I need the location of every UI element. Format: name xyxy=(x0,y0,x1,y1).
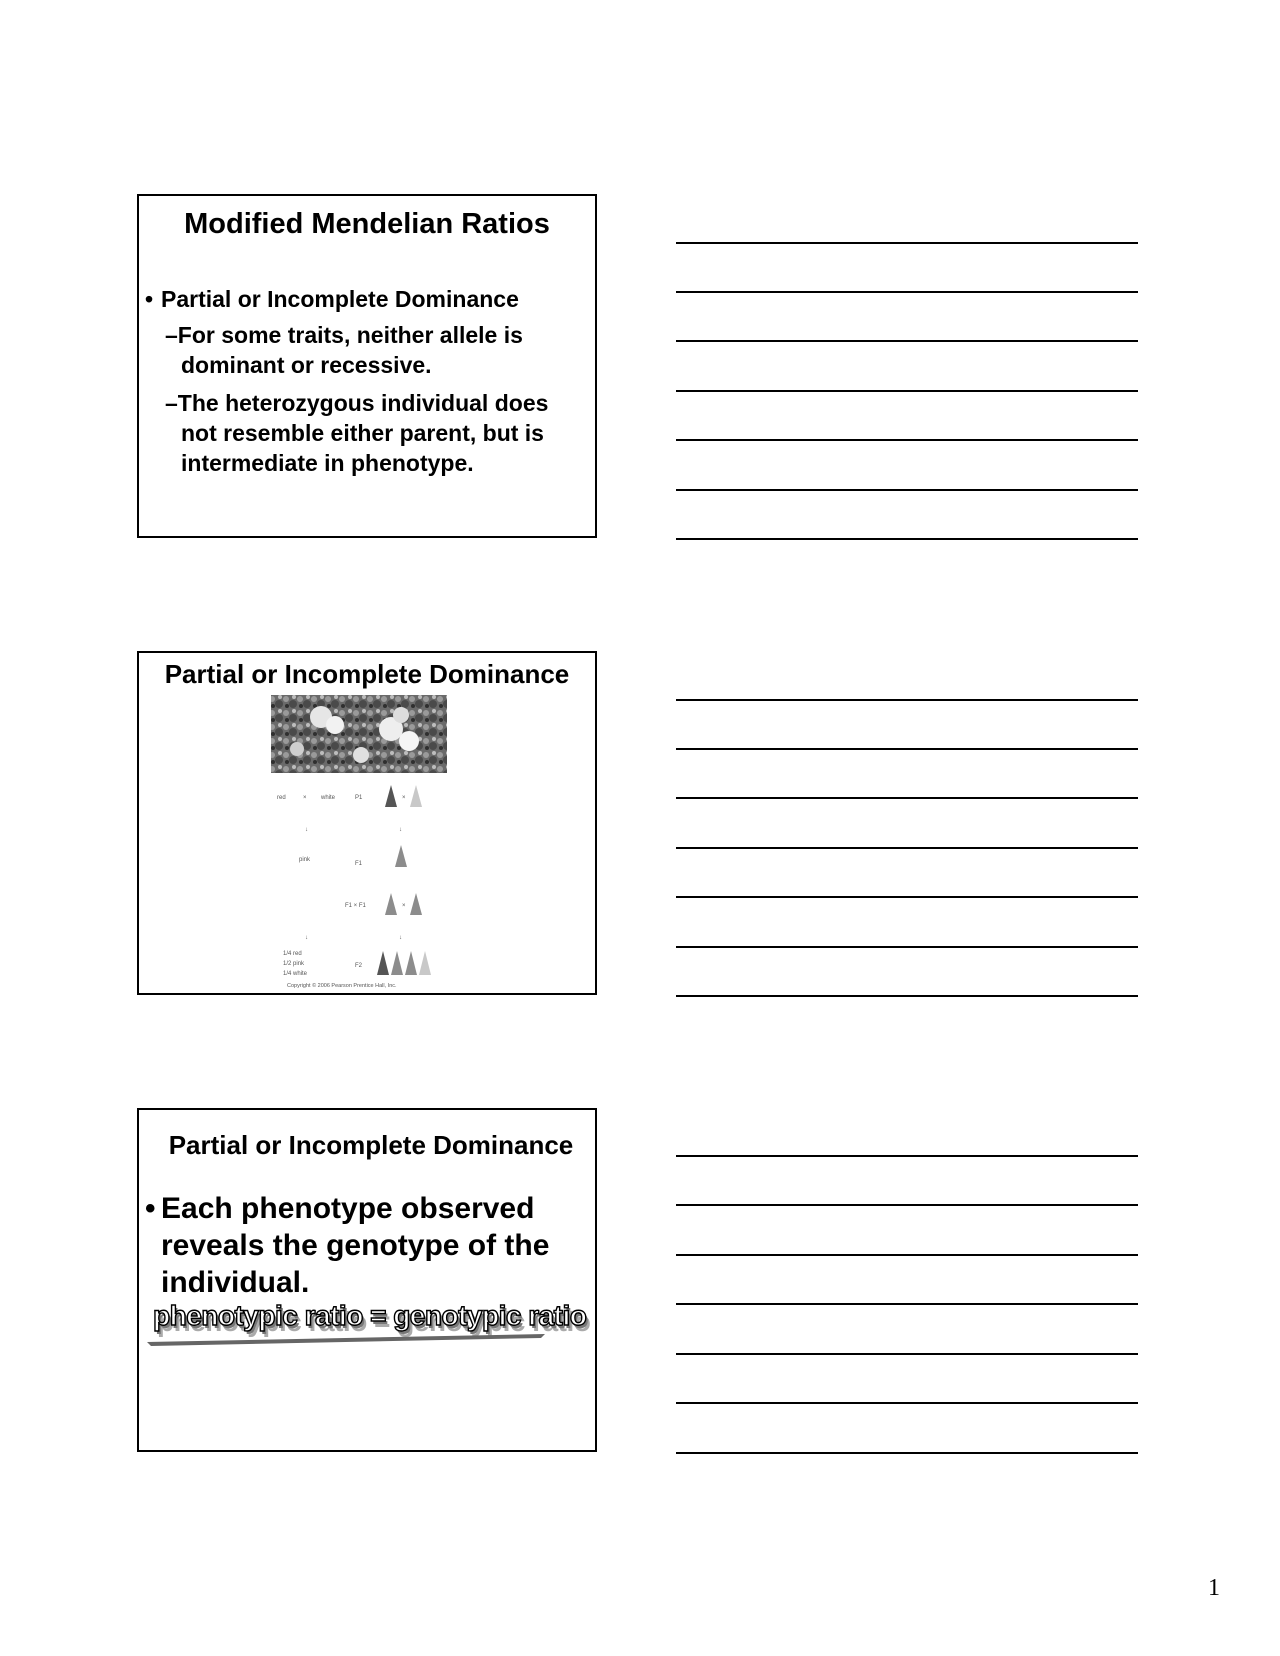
note-line xyxy=(676,1204,1138,1206)
f2-ratio-row: 1/2 pink xyxy=(283,961,305,967)
slide-title: Modified Mendelian Ratios xyxy=(184,208,550,240)
bullet xyxy=(145,284,519,314)
p-generation-label: P1 xyxy=(355,795,363,801)
bullet xyxy=(145,1190,585,1301)
incomplete-dominance-figure xyxy=(269,695,449,990)
note-line xyxy=(676,748,1138,750)
bullet-text: Partial or Incomplete Dominance xyxy=(161,286,519,312)
pink-flower-icon xyxy=(405,951,417,975)
note-line xyxy=(676,291,1138,293)
cross-sign: × xyxy=(303,795,307,801)
note-line xyxy=(676,995,1138,997)
note-line xyxy=(676,1254,1138,1256)
pink-flower-icon xyxy=(385,893,397,915)
cross-sign: × xyxy=(402,795,406,801)
note-line xyxy=(676,1155,1138,1157)
note-line xyxy=(676,1452,1138,1454)
f1-phenotype-label: pink xyxy=(299,857,311,863)
f1-generation-label: F1 xyxy=(355,861,363,867)
note-line xyxy=(676,390,1138,392)
parent-left-label: red xyxy=(277,795,286,801)
red-flower-icon xyxy=(385,785,397,807)
pink-flower-icon xyxy=(410,893,422,915)
red-flower-icon xyxy=(377,951,389,975)
pink-flower-icon xyxy=(391,951,403,975)
note-line xyxy=(676,439,1138,441)
copyright-note: Copyright © 2006 Pearson Prentice Hall, Inc. xyxy=(287,983,397,989)
note-line xyxy=(676,896,1138,898)
f2-generation-label: F2 xyxy=(355,963,363,969)
wordart-ratio: phenotypic ratio = genotypic ratio xyxy=(153,1300,587,1331)
slide-3 xyxy=(137,1108,597,1452)
slide-title: Partial or Incomplete Dominance xyxy=(168,1130,574,1160)
slide-2 xyxy=(137,651,597,995)
bullet-dot: • xyxy=(145,286,154,312)
note-line xyxy=(676,489,1138,491)
slide-title: Partial or Incomplete Dominance xyxy=(164,659,570,689)
down-arrow-icon: ↓ xyxy=(305,935,308,941)
down-arrow-icon: ↓ xyxy=(399,935,402,941)
note-line xyxy=(676,797,1138,799)
note-line xyxy=(676,847,1138,849)
f2-ratio-row: 1/4 white xyxy=(283,971,308,977)
sub-bullet-text: –For some traits, neither allele is dominant or recessive. xyxy=(165,322,523,378)
sub-bullet-text: –The heterozygous individual does not resemble either parent, but is intermediate in phenotype. xyxy=(165,390,549,476)
note-line xyxy=(676,242,1138,244)
white-flower-icon xyxy=(410,785,422,807)
down-arrow-icon: ↓ xyxy=(399,827,402,833)
sub-bullet xyxy=(165,320,585,380)
note-line xyxy=(676,538,1138,540)
bullet-text: Each phenotype observed reveals the genotype of the individual. xyxy=(161,1192,550,1299)
parent-right-label: white xyxy=(321,795,336,801)
note-line xyxy=(676,1303,1138,1305)
slide-1 xyxy=(137,194,597,538)
note-line xyxy=(676,946,1138,948)
snapdragon-flowers-photo xyxy=(271,695,447,773)
wordart-shadow xyxy=(145,1328,565,1348)
sub-bullet xyxy=(165,388,590,478)
f1-cross-label: F1 × F1 xyxy=(345,903,366,909)
f2-ratio-row: 1/4 red xyxy=(283,951,302,957)
note-line xyxy=(676,340,1138,342)
down-arrow-icon: ↓ xyxy=(305,827,308,833)
note-line xyxy=(676,699,1138,701)
page-number: 1 xyxy=(1208,1575,1220,1601)
bullet-dot: • xyxy=(145,1192,156,1225)
white-flower-icon xyxy=(419,951,431,975)
pink-flower-icon xyxy=(395,845,407,867)
note-line xyxy=(676,1402,1138,1404)
cross-sign: × xyxy=(402,903,406,909)
note-line xyxy=(676,1353,1138,1355)
